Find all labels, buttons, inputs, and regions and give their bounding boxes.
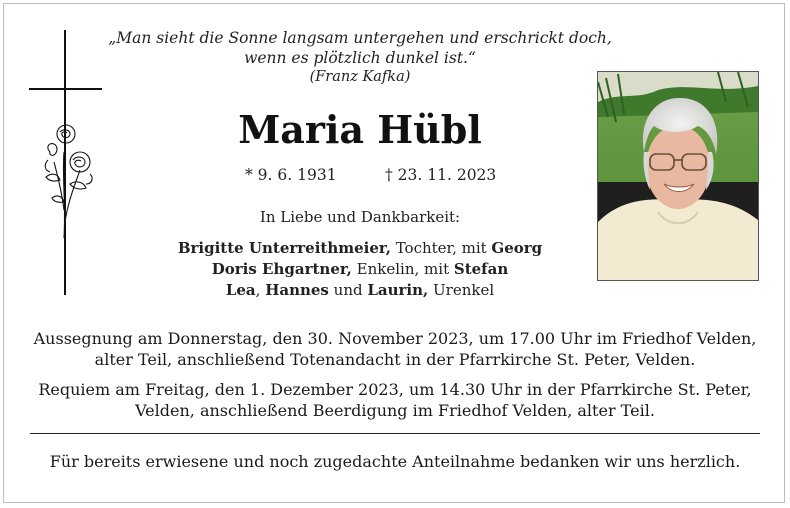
death-date: † 23. 11. 2023 (385, 166, 497, 184)
quote (90, 28, 630, 68)
mourner-name: Lea (225, 281, 256, 299)
quote-author: (Franz Kafka) (309, 69, 411, 85)
closing-thanks: Für bereits erwiesene und noch zugedachte Anteilnahme bedanken wir uns herzlich. (49, 452, 741, 471)
requiem-announcement (16, 379, 774, 421)
mourner-line-2 (90, 259, 630, 280)
requiem-line-2: Velden, anschließend Beerdigung im Friedhof Velden, alter Teil. (135, 401, 655, 420)
mourner-name: Doris Ehgartner, (211, 260, 352, 278)
divider (30, 433, 760, 434)
mourner-line-3 (90, 280, 630, 301)
mourner-relation: Tochter, mit (390, 239, 492, 257)
quote-line-2: wenn es plötzlich dunkel ist.“ (244, 49, 476, 67)
mourner-name: Stefan (453, 260, 509, 278)
mourner-relation: Enkelin, mit (351, 260, 454, 278)
mourner-name: Georg (491, 239, 543, 257)
mourners-list (90, 238, 630, 301)
mourner-name: Laurin, (367, 281, 429, 299)
portrait-photo (597, 71, 759, 281)
blessing-line-2: alter Teil, anschließend Totenandacht in der Pfarrkirche St. Peter, Velden. (94, 350, 696, 369)
birth-date: * 9. 6. 1931 (245, 166, 337, 184)
quote-line-1: „Man sieht die Sonne langsam untergehen und erschrickt doch, (108, 29, 612, 47)
mourner-relation: Urenkel (428, 281, 495, 299)
mourner-name: Hannes (265, 281, 329, 299)
requiem-line-1: Requiem am Freitag, den 1. Dezember 2023, um 14.30 Uhr in der Pfarrkirche St. Peter, (38, 380, 752, 399)
mourner-separator: , (255, 281, 266, 299)
blessing-line-1: Aussegnung am Donnerstag, den 30. November 2023, um 17.00 Uhr im Friedhof Velden, (33, 329, 757, 348)
mourner-separator: und (328, 281, 368, 299)
deceased-name: Maria Hübl (238, 107, 482, 152)
mourner-line-1 (90, 238, 630, 259)
blessing-announcement (16, 328, 774, 370)
mourners-intro: In Liebe und Dankbarkeit: (259, 208, 461, 226)
mourner-name: Brigitte Unterreithmeier, (177, 239, 391, 257)
